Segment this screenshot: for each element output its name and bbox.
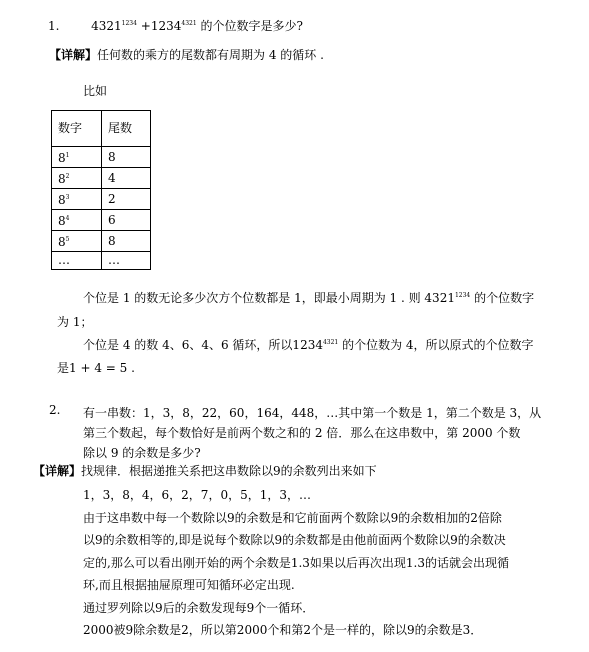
table-cell-ellipsis: … (102, 252, 151, 270)
table-row (52, 168, 151, 189)
para-1-line-1: 个位是 1 的数无论多少次方个位数都是 1，即最小周期为 1 . 则 $4321^{1234}$ 的个位数字 (83, 291, 535, 305)
problem-2-number: 2. (49, 403, 61, 417)
table-row (52, 210, 151, 231)
power-tail-table (51, 110, 151, 270)
table-header-row (52, 111, 151, 147)
explain-2-tag: 【详解】 (33, 464, 82, 478)
explain-1-tag: 【详解】 (49, 48, 98, 62)
table-header-tail: 尾数 (102, 111, 151, 147)
problem-2-text: 有一串数：1，3，8，22，60，164，448，…其中第一个数是 1，第二个数是 3，从 第三个数起，每个数恰好是前两个数之和的 2 倍．那么在这串数中，第 2000 个数 除以 9 的余数是多少? (83, 406, 542, 460)
table-cell-tail: 2 (102, 189, 151, 210)
table-row (52, 147, 151, 168)
para-1-line-2: 为 1； (57, 315, 93, 329)
final-answer: 2000被9除余数是2，所以第2000个和第2个是一样的，除以9的余数是3． (83, 623, 483, 637)
table-intro: 比如 (83, 84, 108, 98)
table-cell-power: $8^2$ (52, 168, 102, 189)
problem-1-exp2: 4321 (181, 20, 197, 27)
explain-2-first-line: 【详解】找规律．根据递推关系把这串数除以9的余数列出来如下 (33, 464, 377, 478)
table-row (52, 189, 151, 210)
table-cell-power: $8^4$ (52, 210, 102, 231)
table-row (52, 252, 151, 270)
table-cell-ellipsis: … (52, 252, 102, 270)
table-row (52, 231, 151, 252)
table-cell-power: $8^1$ (52, 147, 102, 168)
table-cell-tail: 8 (102, 231, 151, 252)
table-cell-power: $8^5$ (52, 231, 102, 252)
problem-1-base2: 1234 (150, 19, 182, 33)
table-cell-tail: 4 (102, 168, 151, 189)
para-2-line-2: 是1 + 4 = 5 . (57, 361, 135, 375)
problem-1-base1: 4321 (91, 19, 122, 33)
table-cell-tail: 6 (102, 210, 151, 231)
problem-1-exp1: 1234 (121, 20, 137, 27)
explain-1 (49, 46, 324, 63)
problem-1-plus: + (140, 19, 151, 33)
explain-2-body: 1，3，8，4，6，2，7，0，5，1，3，… 由于这串数中每一个数除以9的余数是和它前面两个数除以9的余数相加的2倍除 以9的余数相等的,即是说每个数除以9的余数都是由他前面两个数除以9的余数决 定的,那么可以看出刚开始的两个余数是1.3如果以后再次出现1.3的话就会出现循 环,而且根据抽屉原理可知循环必定出现. 通过罗列除以9后的余数发现每9个一循环． 2000被9除余数是2，所以第2000个和第2个是一样的，除以9的余数是3． (83, 484, 509, 642)
problem-1-number: 1. (48, 19, 60, 33)
para-2-line-1: 个位是 4 的数 4、6、4、6 循环，所以$1234^{4321}$ 的个位数为 4，所以原式的个位数字 (83, 338, 534, 352)
table-header-number: 数字 (52, 111, 102, 147)
table-cell-tail: 8 (102, 147, 151, 168)
table-cell-power: $8^3$ (52, 189, 102, 210)
problem-1-question: 的个位数字是多少? (196, 19, 303, 33)
remainder-sequence: 1，3，8，4，6，2，7，0，5，1，3，… (83, 488, 311, 502)
explain-1-text: 任何数的乘方的尾数都有周期为 4 的循环 . (97, 48, 324, 62)
problem-1 (48, 17, 303, 34)
